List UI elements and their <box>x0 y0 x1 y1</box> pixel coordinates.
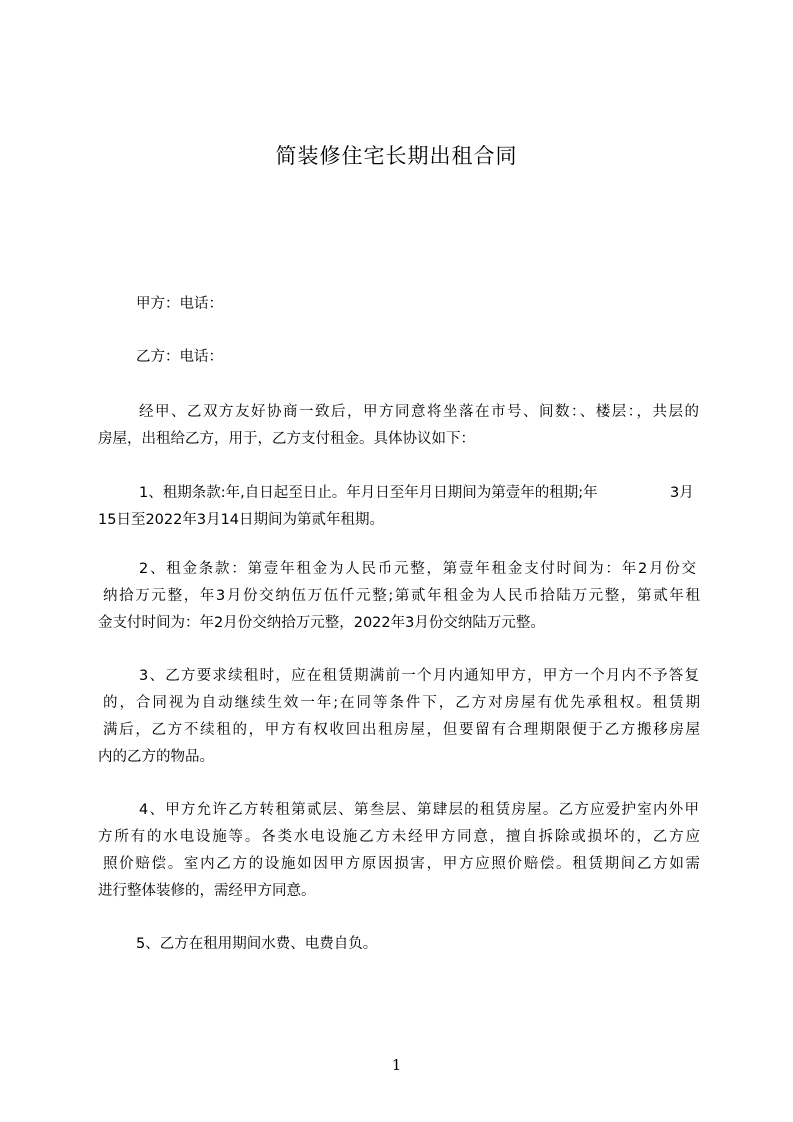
clause-4-line-3: 照价赔偿。室内乙方的设施如因甲方原因损害，甲方应照价赔偿。租赁期间乙方如需 <box>103 856 700 872</box>
clause-2-line-1: 2、租金条款：第壹年租金为人民币元整，第壹年租金支付时间为：年2月份交 <box>139 561 696 577</box>
page-number: 1 <box>391 1056 402 1074</box>
clause-4-line-4: 进行整体装修的，需经甲方同意。 <box>98 883 316 899</box>
intro-line-1: 经甲、乙双方友好协商一致后，甲方同意将坐落在市号、间数：、楼层：，共层的 <box>139 404 699 420</box>
clause-1-month: 3月 <box>670 485 694 501</box>
clause-2-line-2: 纳拾万元整，年3月份交纳伍万伍仟元整;第贰年租金为人民币拾陆万元整，第贰年租 <box>103 588 700 604</box>
clause-5-line: 5、乙方在租用期间水费、电费自负。 <box>136 936 378 952</box>
party-a-line: 甲方：电话： <box>136 296 223 312</box>
clause-3-line-4: 内的乙方的物品。 <box>98 749 214 765</box>
intro-line-2: 房屋，出租给乙方，用于，乙方支付租金。具体协议如下： <box>98 431 475 447</box>
clause-3-line-2: 的，合同视为自动继续生效一年;在同等条件下，乙方对房屋有优先承租权。租赁期 <box>103 695 700 711</box>
document-title: 简装修住宅长期出租合同 <box>275 144 518 168</box>
clause-4-line-1: 4、甲方允许乙方转租第贰层、第叁层、第肆层的租赁房屋。乙方应爱护室内外甲 <box>139 802 699 818</box>
clause-1-line-2: 15日至2022年3月14日期间为第贰年租期。 <box>98 512 385 528</box>
clause-2-line-3: 金支付时间为：年2月份交纳拾万元整，2022年3月份交纳陆万元整。 <box>98 615 545 631</box>
clause-4-line-2: 方所有的水电设施等。各类水电设施乙方未经甲方同意，擅自拆除或损坏的，乙方应 <box>98 829 700 845</box>
clause-3-line-1: 3、乙方要求续租时，应在租赁期满前一个月内通知甲方，甲方一个月内不予答复 <box>139 668 699 684</box>
clause-3-line-3: 满后，乙方不续租的，甲方有权收回出租房屋，但要留有合理期限便于乙方搬移房屋 <box>103 722 700 738</box>
party-b-line: 乙方：电话： <box>136 349 223 365</box>
clause-1-line-1: 1、租期条款:年,自日起至日止。年月日至年月日期间为第壹年的租期;年 <box>139 485 598 501</box>
